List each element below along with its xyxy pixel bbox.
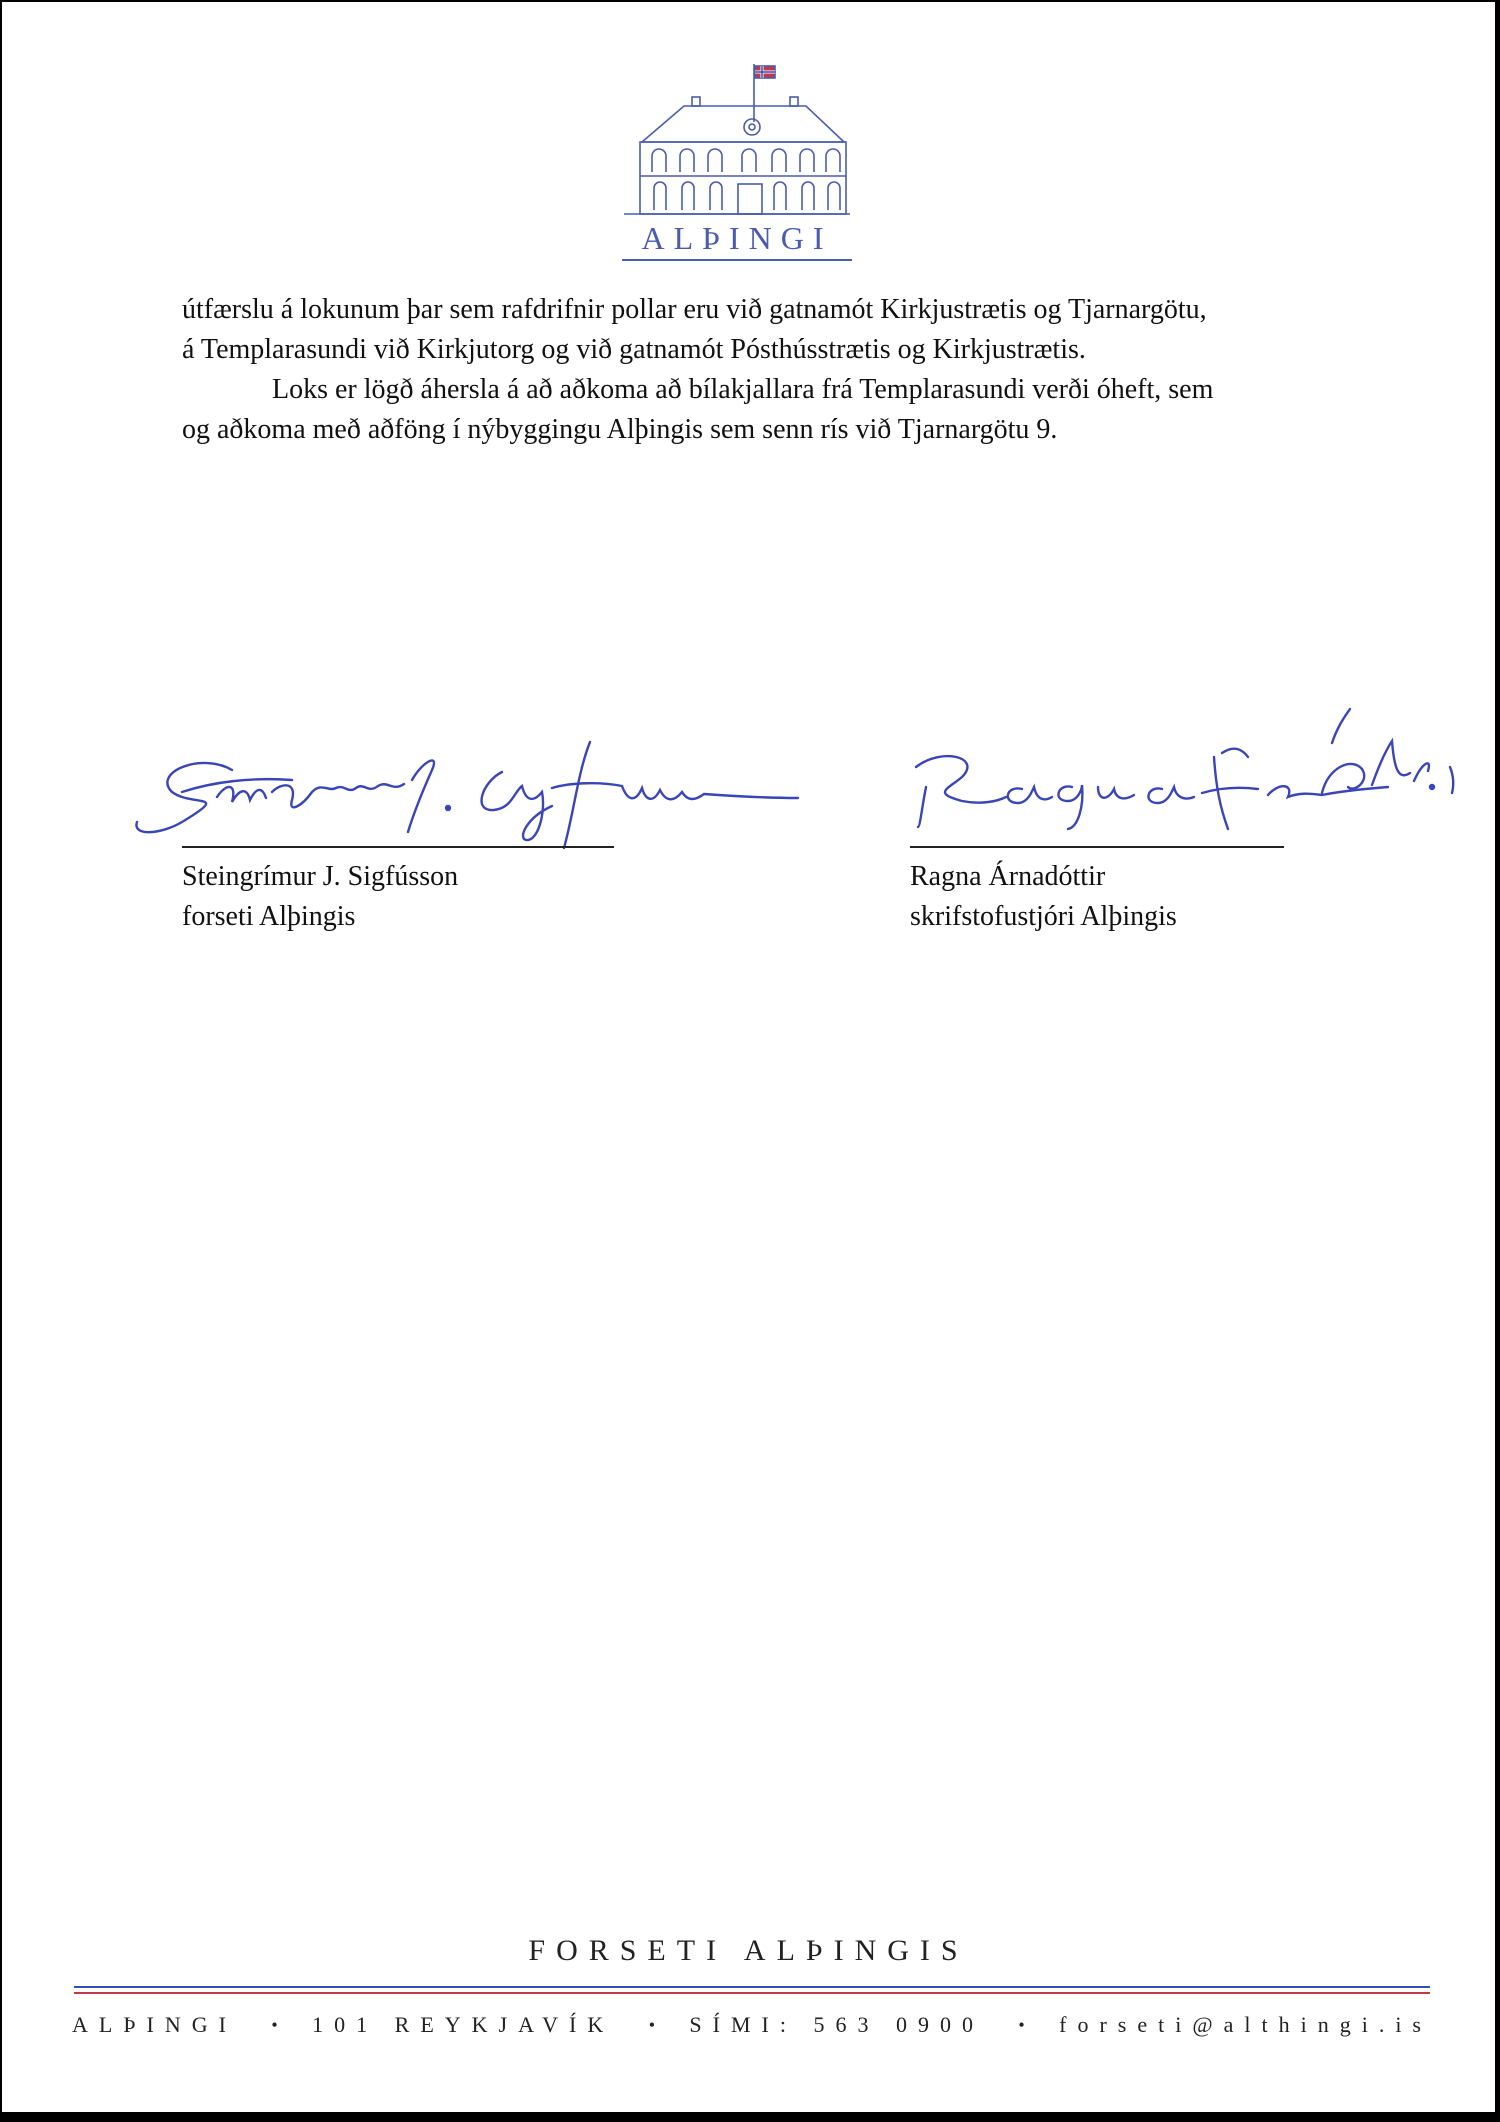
footer-separator: • [648,2014,655,2035]
signatory-title: skrifstofustjóri Alþingis [910,901,1177,932]
body-line: og aðkoma með aðföng í nýbyggingu Alþingis sem senn rís við Tjarnargötu 9. [182,414,1058,445]
body-line: útfærslu á lokunum þar sem rafdrifnir pollar eru við gatnamót Kirkjustrætis og Tjarnargötu, [182,294,1207,325]
parliament-building-icon [622,60,852,220]
footer-rule-blue [74,1986,1430,1988]
footer-separator: • [1018,2014,1025,2035]
signatory-name: Steingrímur J. Sigfússon [182,861,459,892]
signature-right [902,697,1462,877]
signatory-title: forseti Alþingis [182,901,356,932]
footer-phone: SÍMI: 563 0900 [689,2012,984,2037]
signature-line-left [182,846,614,848]
footer-city: 101 REYKJAVÍK [312,2012,615,2037]
signature-line-right [910,846,1284,848]
footer-rule-red [74,1992,1430,1994]
signatory-right [910,857,1177,937]
body-line: á Templarasundi við Kirkjutorg og við gatnamót Pósthússtrætis og Kirkjustrætis. [182,334,1086,365]
signatory-left [182,857,458,937]
footer-separator: • [271,2014,278,2035]
letter-page [2,2,1495,2112]
letterhead-rule [622,259,852,261]
letterhead-logo [622,60,852,260]
body-line: Loks er lögð áhersla á að aðkoma að bílakjallara frá Templarasundi verði óheft, sem [272,374,1214,405]
footer-org: ALÞINGI [72,2012,237,2037]
letterhead-wordmark: ALÞINGI [641,220,833,256]
footer-email[interactable]: forseti@althingi.is [1059,2012,1432,2037]
footer-title: FORSETI ALÞINGIS [528,1934,969,1967]
signature-left [122,722,802,862]
footer-address [72,2012,1432,2038]
signatory-name: Ragna Árnadóttir [910,861,1106,892]
letter-body [182,290,1332,450]
